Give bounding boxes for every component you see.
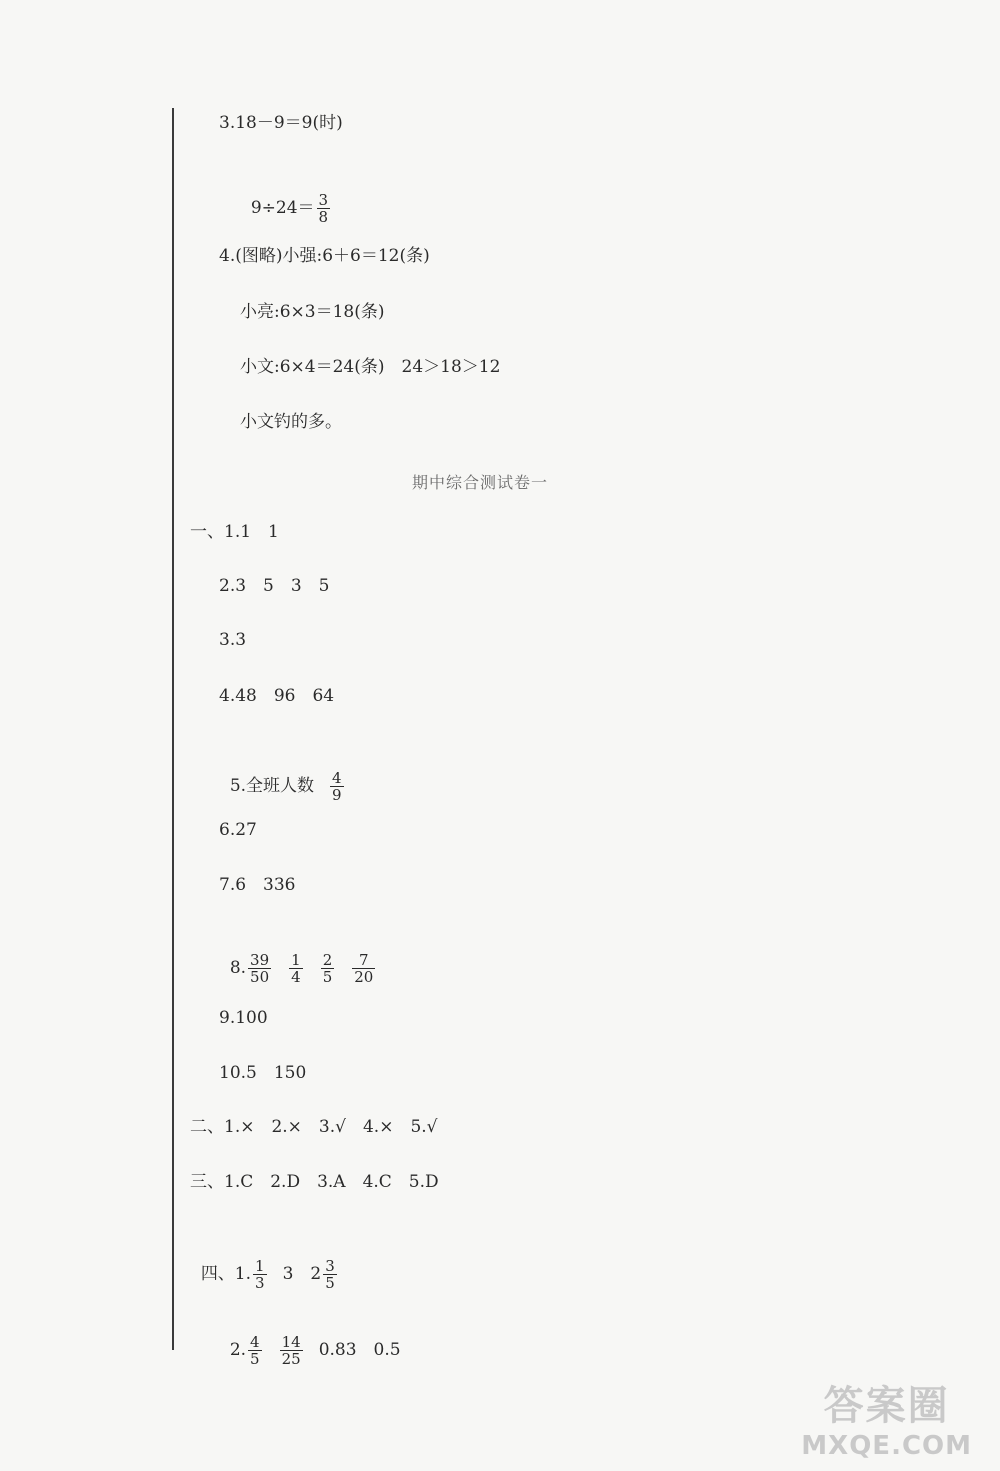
fraction-denominator: 5 <box>250 1350 260 1368</box>
fraction <box>248 952 271 985</box>
fraction-denominator: 9 <box>332 786 342 804</box>
answer-4-line4: 小文钓的多。 <box>240 412 342 432</box>
part1-answer-5-text: 5.全班人数 <box>229 776 315 796</box>
fraction-numerator: 3 <box>318 191 329 209</box>
fraction-numerator: 3 <box>325 1257 335 1275</box>
fraction-denominator: 3 <box>255 1274 265 1292</box>
fraction <box>280 1334 303 1367</box>
fraction <box>317 192 331 225</box>
fraction-denominator: 5 <box>325 1274 335 1292</box>
fraction-numerator: 4 <box>250 1333 260 1351</box>
answer-4-line3: 小文:6×4＝24(条) 24＞18＞12 <box>240 357 501 377</box>
part4-answer-2-rest: 0.83 0.5 <box>318 1340 401 1360</box>
fraction <box>352 952 375 985</box>
fraction <box>321 952 335 985</box>
part1-answer-6: 6.27 <box>219 820 257 840</box>
margin-rule <box>172 108 174 1350</box>
fraction-numerator: 1 <box>255 1257 265 1275</box>
part4-answer-2 <box>219 1314 401 1367</box>
watermark-logo-text: 答案圈 <box>823 1383 950 1429</box>
part4-answer-2-text: 2. <box>229 1340 247 1360</box>
fraction-denominator: 8 <box>318 208 329 226</box>
fraction <box>330 770 344 803</box>
answer-4-line2: 小亮:6×3＝18(条) <box>240 302 385 322</box>
part1-answer-8 <box>219 932 377 985</box>
fraction <box>323 1258 337 1291</box>
fraction-numerator: 7 <box>352 952 375 969</box>
part1-answer-8-text: 8. <box>229 958 247 978</box>
part1-answer-2: 2.3 5 3 5 <box>219 576 330 596</box>
fraction-denominator: 4 <box>291 968 301 986</box>
fraction-denominator: 20 <box>354 968 374 986</box>
fraction-denominator: 25 <box>281 1350 301 1368</box>
fraction-numerator: 4 <box>332 769 342 787</box>
part1-answer-5 <box>219 750 346 803</box>
part1-answer-7: 7.6 336 <box>219 875 296 895</box>
fraction <box>253 1258 267 1291</box>
part4-answer-1-mid: 3 2 <box>282 1264 322 1284</box>
fraction-numerator: 39 <box>250 951 270 969</box>
part4-answer-1 <box>190 1238 339 1291</box>
part4-answer-1-text: 四、1. <box>200 1264 252 1284</box>
answer-3-line2-text: 9÷24＝ <box>250 198 315 218</box>
part2-answers: 二、1.× 2.× 3.√ 4.× 5.√ <box>190 1117 438 1137</box>
fraction-denominator: 50 <box>250 968 270 986</box>
answer-3-line2 <box>240 172 332 225</box>
fraction-numerator: 14 <box>281 1333 301 1351</box>
part1-answer-10: 10.5 150 <box>219 1063 307 1083</box>
section-title: 期中综合测试卷一 <box>412 473 549 492</box>
fraction <box>289 952 303 985</box>
part1-answer-4: 4.48 96 64 <box>219 686 335 706</box>
fraction-denominator: 5 <box>322 968 333 986</box>
fraction-numerator: 2 <box>322 951 333 969</box>
watermark-url: MXQE.COM <box>801 1431 972 1461</box>
part3-answers: 三、1.C 2.D 3.A 4.C 5.D <box>190 1172 439 1192</box>
part1-answer-3: 3.3 <box>219 630 247 650</box>
fraction <box>248 1334 262 1367</box>
watermark <box>801 1374 972 1461</box>
part1-answer-1: 一、1.1 1 <box>190 522 279 542</box>
answer-3-line1: 3.18－9＝9(时) <box>219 113 343 133</box>
part1-answer-9: 9.100 <box>219 1008 268 1028</box>
fraction-numerator: 1 <box>291 951 301 969</box>
answer-4-line1: 4.(图略)小强:6＋6＝12(条) <box>219 246 430 266</box>
